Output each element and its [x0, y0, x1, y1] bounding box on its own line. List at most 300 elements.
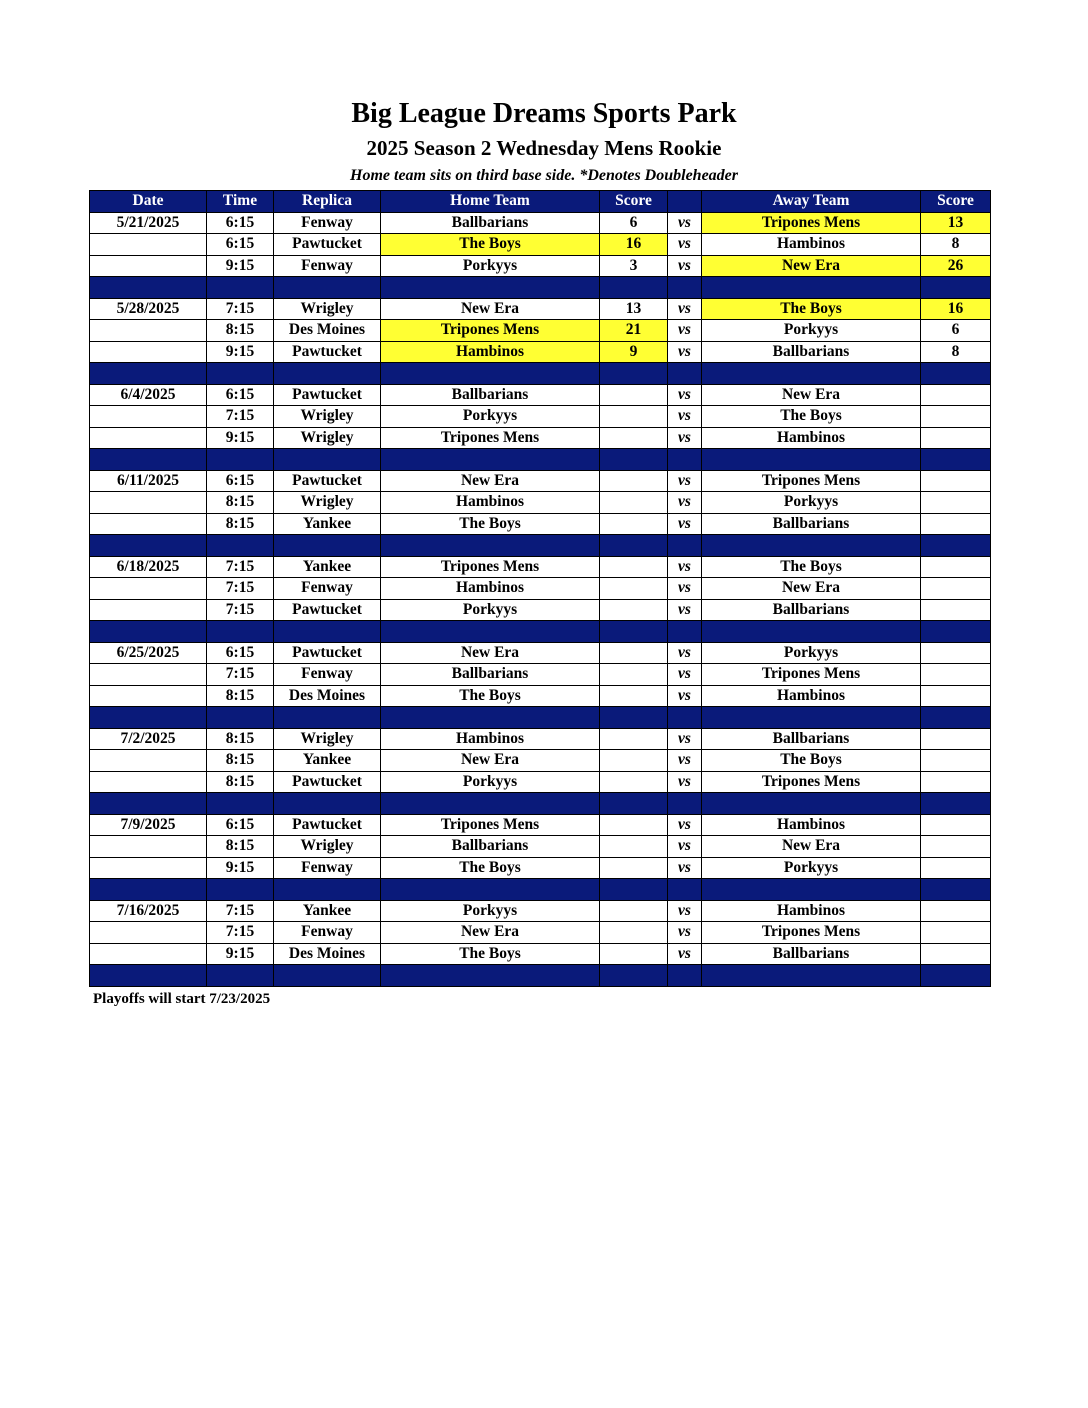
separator-cell: [274, 965, 381, 987]
away-score-cell: [921, 900, 991, 922]
replica-cell: Pawtucket: [274, 642, 381, 664]
replica-cell: Pawtucket: [274, 599, 381, 621]
date-cell: 7/9/2025: [90, 814, 207, 836]
schedule-table: [89, 190, 991, 987]
week-separator-row: [90, 277, 991, 299]
home-score-cell: [600, 578, 668, 600]
separator-cell: [274, 277, 381, 299]
home-score-cell: 13: [600, 298, 668, 320]
date-cell: [90, 234, 207, 256]
separator-cell: [600, 277, 668, 299]
replica-cell: Pawtucket: [274, 771, 381, 793]
separator-cell: [921, 277, 991, 299]
separator-cell: [921, 879, 991, 901]
table-row: [90, 900, 991, 922]
home-team-cell: Hambinos: [381, 341, 600, 363]
away-score-cell: [921, 814, 991, 836]
table-row: [90, 492, 991, 514]
time-cell: 7:15: [207, 556, 274, 578]
vs-cell: vs: [668, 298, 702, 320]
separator-cell: [90, 277, 207, 299]
away-team-cell: New Era: [702, 384, 921, 406]
home-score-cell: [600, 406, 668, 428]
separator-cell: [921, 793, 991, 815]
replica-cell: Pawtucket: [274, 341, 381, 363]
replica-cell: Pawtucket: [274, 384, 381, 406]
vs-cell: vs: [668, 513, 702, 535]
away-team-cell: Porkyys: [702, 320, 921, 342]
header-away-score: Score: [921, 191, 991, 213]
home-team-cell: Hambinos: [381, 492, 600, 514]
away-score-cell: [921, 857, 991, 879]
table-row: [90, 836, 991, 858]
separator-cell: [668, 879, 702, 901]
week-separator-row: [90, 707, 991, 729]
separator-cell: [668, 621, 702, 643]
home-team-cell: Ballbarians: [381, 384, 600, 406]
away-team-cell: Hambinos: [702, 814, 921, 836]
home-score-cell: [600, 470, 668, 492]
table-row: [90, 771, 991, 793]
separator-cell: [600, 363, 668, 385]
date-cell: [90, 578, 207, 600]
home-team-cell: Ballbarians: [381, 836, 600, 858]
date-cell: [90, 836, 207, 858]
away-team-cell: The Boys: [702, 750, 921, 772]
separator-cell: [668, 277, 702, 299]
separator-cell: [600, 965, 668, 987]
separator-cell: [921, 965, 991, 987]
away-team-cell: Hambinos: [702, 685, 921, 707]
separator-cell: [90, 793, 207, 815]
home-score-cell: [600, 513, 668, 535]
time-cell: 9:15: [207, 857, 274, 879]
table-row: [90, 255, 991, 277]
separator-cell: [668, 707, 702, 729]
home-score-cell: [600, 492, 668, 514]
replica-cell: Yankee: [274, 900, 381, 922]
header-home-team: Home Team: [381, 191, 600, 213]
separator-cell: [600, 793, 668, 815]
time-cell: 8:15: [207, 750, 274, 772]
home-team-cell: Porkyys: [381, 406, 600, 428]
away-team-cell: The Boys: [702, 298, 921, 320]
home-team-cell: New Era: [381, 642, 600, 664]
away-team-cell: Porkyys: [702, 857, 921, 879]
separator-cell: [702, 449, 921, 471]
table-header-row: [90, 191, 991, 213]
date-cell: [90, 857, 207, 879]
time-cell: 7:15: [207, 406, 274, 428]
table-row: [90, 642, 991, 664]
header-vs: [668, 191, 702, 213]
separator-cell: [381, 707, 600, 729]
table-row: [90, 814, 991, 836]
home-score-cell: [600, 943, 668, 965]
time-cell: 7:15: [207, 900, 274, 922]
separator-cell: [90, 363, 207, 385]
away-team-cell: New Era: [702, 255, 921, 277]
home-team-cell: Tripones Mens: [381, 427, 600, 449]
separator-cell: [274, 363, 381, 385]
separator-cell: [921, 363, 991, 385]
away-team-cell: Ballbarians: [702, 341, 921, 363]
home-score-cell: [600, 814, 668, 836]
date-cell: 6/18/2025: [90, 556, 207, 578]
home-team-cell: The Boys: [381, 685, 600, 707]
separator-cell: [702, 965, 921, 987]
home-score-cell: [600, 642, 668, 664]
away-team-cell: Ballbarians: [702, 599, 921, 621]
home-score-cell: [600, 900, 668, 922]
separator-cell: [274, 621, 381, 643]
vs-cell: vs: [668, 664, 702, 686]
date-cell: [90, 685, 207, 707]
table-row: [90, 728, 991, 750]
away-score-cell: [921, 728, 991, 750]
vs-cell: vs: [668, 341, 702, 363]
separator-cell: [381, 621, 600, 643]
away-team-cell: Hambinos: [702, 234, 921, 256]
away-score-cell: [921, 492, 991, 514]
replica-cell: Fenway: [274, 255, 381, 277]
date-cell: [90, 599, 207, 621]
home-score-cell: [600, 728, 668, 750]
home-team-cell: New Era: [381, 298, 600, 320]
home-score-cell: 6: [600, 212, 668, 234]
time-cell: 9:15: [207, 341, 274, 363]
separator-cell: [381, 793, 600, 815]
away-score-cell: [921, 922, 991, 944]
vs-cell: vs: [668, 578, 702, 600]
week-separator-row: [90, 621, 991, 643]
away-score-cell: [921, 943, 991, 965]
separator-cell: [921, 621, 991, 643]
header-time: Time: [207, 191, 274, 213]
separator-cell: [702, 621, 921, 643]
home-team-cell: Porkyys: [381, 599, 600, 621]
time-cell: 9:15: [207, 255, 274, 277]
home-team-cell: Tripones Mens: [381, 320, 600, 342]
away-score-cell: 8: [921, 341, 991, 363]
away-score-cell: [921, 406, 991, 428]
time-cell: 7:15: [207, 922, 274, 944]
replica-cell: Wrigley: [274, 492, 381, 514]
table-row: [90, 320, 991, 342]
date-cell: 6/11/2025: [90, 470, 207, 492]
replica-cell: Pawtucket: [274, 234, 381, 256]
separator-cell: [207, 879, 274, 901]
vs-cell: vs: [668, 406, 702, 428]
table-row: [90, 857, 991, 879]
separator-cell: [274, 793, 381, 815]
home-score-cell: [600, 922, 668, 944]
header-away-team: Away Team: [702, 191, 921, 213]
separator-cell: [381, 277, 600, 299]
separator-cell: [668, 965, 702, 987]
away-score-cell: 26: [921, 255, 991, 277]
schedule-body: [90, 212, 991, 986]
separator-cell: [207, 793, 274, 815]
home-team-cell: Porkyys: [381, 255, 600, 277]
vs-cell: vs: [668, 685, 702, 707]
date-cell: [90, 513, 207, 535]
separator-cell: [381, 879, 600, 901]
separator-cell: [381, 535, 600, 557]
away-score-cell: 16: [921, 298, 991, 320]
time-cell: 7:15: [207, 298, 274, 320]
separator-cell: [668, 449, 702, 471]
away-score-cell: [921, 771, 991, 793]
away-team-cell: The Boys: [702, 406, 921, 428]
vs-cell: vs: [668, 255, 702, 277]
date-cell: 6/4/2025: [90, 384, 207, 406]
table-row: [90, 341, 991, 363]
away-team-cell: Ballbarians: [702, 728, 921, 750]
away-score-cell: [921, 427, 991, 449]
separator-cell: [921, 707, 991, 729]
week-separator-row: [90, 363, 991, 385]
separator-cell: [600, 621, 668, 643]
vs-cell: vs: [668, 728, 702, 750]
date-cell: 7/16/2025: [90, 900, 207, 922]
vs-cell: vs: [668, 212, 702, 234]
away-team-cell: Tripones Mens: [702, 771, 921, 793]
separator-cell: [600, 879, 668, 901]
vs-cell: vs: [668, 857, 702, 879]
replica-cell: Wrigley: [274, 406, 381, 428]
table-row: [90, 513, 991, 535]
playoffs-note: Playoffs will start 7/23/2025: [93, 991, 271, 1007]
separator-cell: [600, 535, 668, 557]
date-cell: [90, 492, 207, 514]
home-score-cell: [600, 685, 668, 707]
date-cell: 6/25/2025: [90, 642, 207, 664]
home-score-cell: 21: [600, 320, 668, 342]
week-separator-row: [90, 879, 991, 901]
page-title: Big League Dreams Sports Park: [351, 98, 737, 129]
header-date: Date: [90, 191, 207, 213]
table-row: [90, 212, 991, 234]
home-score-cell: 9: [600, 341, 668, 363]
separator-cell: [668, 535, 702, 557]
separator-cell: [207, 707, 274, 729]
home-score-cell: [600, 750, 668, 772]
date-cell: [90, 771, 207, 793]
time-cell: 6:15: [207, 642, 274, 664]
table-row: [90, 943, 991, 965]
week-separator-row: [90, 793, 991, 815]
vs-cell: vs: [668, 943, 702, 965]
separator-cell: [600, 707, 668, 729]
header-replica: Replica: [274, 191, 381, 213]
away-team-cell: Ballbarians: [702, 513, 921, 535]
away-score-cell: [921, 685, 991, 707]
separator-cell: [274, 449, 381, 471]
separator-cell: [207, 965, 274, 987]
home-score-cell: 16: [600, 234, 668, 256]
vs-cell: vs: [668, 234, 702, 256]
home-team-cell: Ballbarians: [381, 212, 600, 234]
time-cell: 9:15: [207, 943, 274, 965]
replica-cell: Fenway: [274, 578, 381, 600]
home-score-cell: [600, 836, 668, 858]
away-score-cell: [921, 836, 991, 858]
separator-cell: [702, 879, 921, 901]
vs-cell: vs: [668, 750, 702, 772]
time-cell: 6:15: [207, 384, 274, 406]
away-team-cell: Tripones Mens: [702, 470, 921, 492]
away-score-cell: [921, 664, 991, 686]
replica-cell: Wrigley: [274, 427, 381, 449]
separator-cell: [90, 535, 207, 557]
separator-cell: [702, 277, 921, 299]
home-team-cell: Tripones Mens: [381, 814, 600, 836]
replica-cell: Des Moines: [274, 320, 381, 342]
away-score-cell: [921, 470, 991, 492]
home-team-cell: Porkyys: [381, 771, 600, 793]
away-score-cell: 8: [921, 234, 991, 256]
table-row: [90, 406, 991, 428]
home-team-cell: Hambinos: [381, 578, 600, 600]
separator-cell: [90, 449, 207, 471]
separator-cell: [90, 707, 207, 729]
time-cell: 8:15: [207, 320, 274, 342]
replica-cell: Des Moines: [274, 943, 381, 965]
vs-cell: vs: [668, 492, 702, 514]
replica-cell: Yankee: [274, 513, 381, 535]
table-row: [90, 556, 991, 578]
home-score-cell: [600, 427, 668, 449]
separator-cell: [668, 363, 702, 385]
vs-cell: vs: [668, 599, 702, 621]
vs-cell: vs: [668, 900, 702, 922]
vs-cell: vs: [668, 427, 702, 449]
table-row: [90, 427, 991, 449]
vs-cell: vs: [668, 556, 702, 578]
away-team-cell: Porkyys: [702, 492, 921, 514]
separator-cell: [90, 965, 207, 987]
page-subtitle: 2025 Season 2 Wednesday Mens Rookie: [366, 136, 722, 160]
home-score-cell: [600, 599, 668, 621]
table-row: [90, 599, 991, 621]
separator-cell: [90, 879, 207, 901]
separator-cell: [921, 449, 991, 471]
separator-cell: [702, 707, 921, 729]
table-row: [90, 578, 991, 600]
vs-cell: vs: [668, 642, 702, 664]
time-cell: 6:15: [207, 212, 274, 234]
time-cell: 8:15: [207, 492, 274, 514]
vs-cell: vs: [668, 470, 702, 492]
separator-cell: [207, 621, 274, 643]
replica-cell: Fenway: [274, 922, 381, 944]
away-team-cell: Tripones Mens: [702, 922, 921, 944]
home-team-cell: Ballbarians: [381, 664, 600, 686]
separator-cell: [274, 535, 381, 557]
separator-cell: [921, 535, 991, 557]
home-team-cell: Porkyys: [381, 900, 600, 922]
home-team-cell: New Era: [381, 922, 600, 944]
date-cell: [90, 255, 207, 277]
time-cell: 8:15: [207, 685, 274, 707]
away-score-cell: [921, 599, 991, 621]
away-score-cell: [921, 384, 991, 406]
date-cell: [90, 427, 207, 449]
separator-cell: [274, 879, 381, 901]
schedule-note: Home team sits on third base side. *Denotes Doubleheader: [350, 167, 738, 184]
table-row: [90, 922, 991, 944]
time-cell: 8:15: [207, 771, 274, 793]
home-team-cell: The Boys: [381, 943, 600, 965]
table-row: [90, 234, 991, 256]
time-cell: 7:15: [207, 578, 274, 600]
away-team-cell: New Era: [702, 578, 921, 600]
date-cell: [90, 922, 207, 944]
time-cell: 7:15: [207, 664, 274, 686]
home-team-cell: The Boys: [381, 857, 600, 879]
home-team-cell: Tripones Mens: [381, 556, 600, 578]
replica-cell: Yankee: [274, 556, 381, 578]
vs-cell: vs: [668, 771, 702, 793]
away-team-cell: Hambinos: [702, 900, 921, 922]
time-cell: 6:15: [207, 470, 274, 492]
separator-cell: [702, 535, 921, 557]
date-cell: [90, 750, 207, 772]
home-score-cell: 3: [600, 255, 668, 277]
separator-cell: [702, 793, 921, 815]
separator-cell: [668, 793, 702, 815]
date-cell: [90, 943, 207, 965]
table-row: [90, 664, 991, 686]
table-row: [90, 470, 991, 492]
time-cell: 8:15: [207, 728, 274, 750]
replica-cell: Fenway: [274, 857, 381, 879]
separator-cell: [600, 449, 668, 471]
replica-cell: Wrigley: [274, 298, 381, 320]
date-cell: 5/28/2025: [90, 298, 207, 320]
vs-cell: vs: [668, 836, 702, 858]
vs-cell: vs: [668, 384, 702, 406]
separator-cell: [381, 965, 600, 987]
table-row: [90, 750, 991, 772]
time-cell: 7:15: [207, 599, 274, 621]
replica-cell: Yankee: [274, 750, 381, 772]
table-row: [90, 685, 991, 707]
time-cell: 6:15: [207, 814, 274, 836]
separator-cell: [90, 621, 207, 643]
away-score-cell: [921, 513, 991, 535]
date-cell: 5/21/2025: [90, 212, 207, 234]
vs-cell: vs: [668, 320, 702, 342]
time-cell: 8:15: [207, 513, 274, 535]
away-team-cell: New Era: [702, 836, 921, 858]
away-score-cell: [921, 750, 991, 772]
replica-cell: Fenway: [274, 212, 381, 234]
separator-cell: [702, 363, 921, 385]
home-score-cell: [600, 857, 668, 879]
date-cell: [90, 320, 207, 342]
away-team-cell: Porkyys: [702, 642, 921, 664]
separator-cell: [207, 535, 274, 557]
away-team-cell: Tripones Mens: [702, 212, 921, 234]
away-score-cell: [921, 578, 991, 600]
home-score-cell: [600, 664, 668, 686]
away-score-cell: 6: [921, 320, 991, 342]
date-cell: [90, 341, 207, 363]
table-row: [90, 298, 991, 320]
separator-cell: [207, 363, 274, 385]
